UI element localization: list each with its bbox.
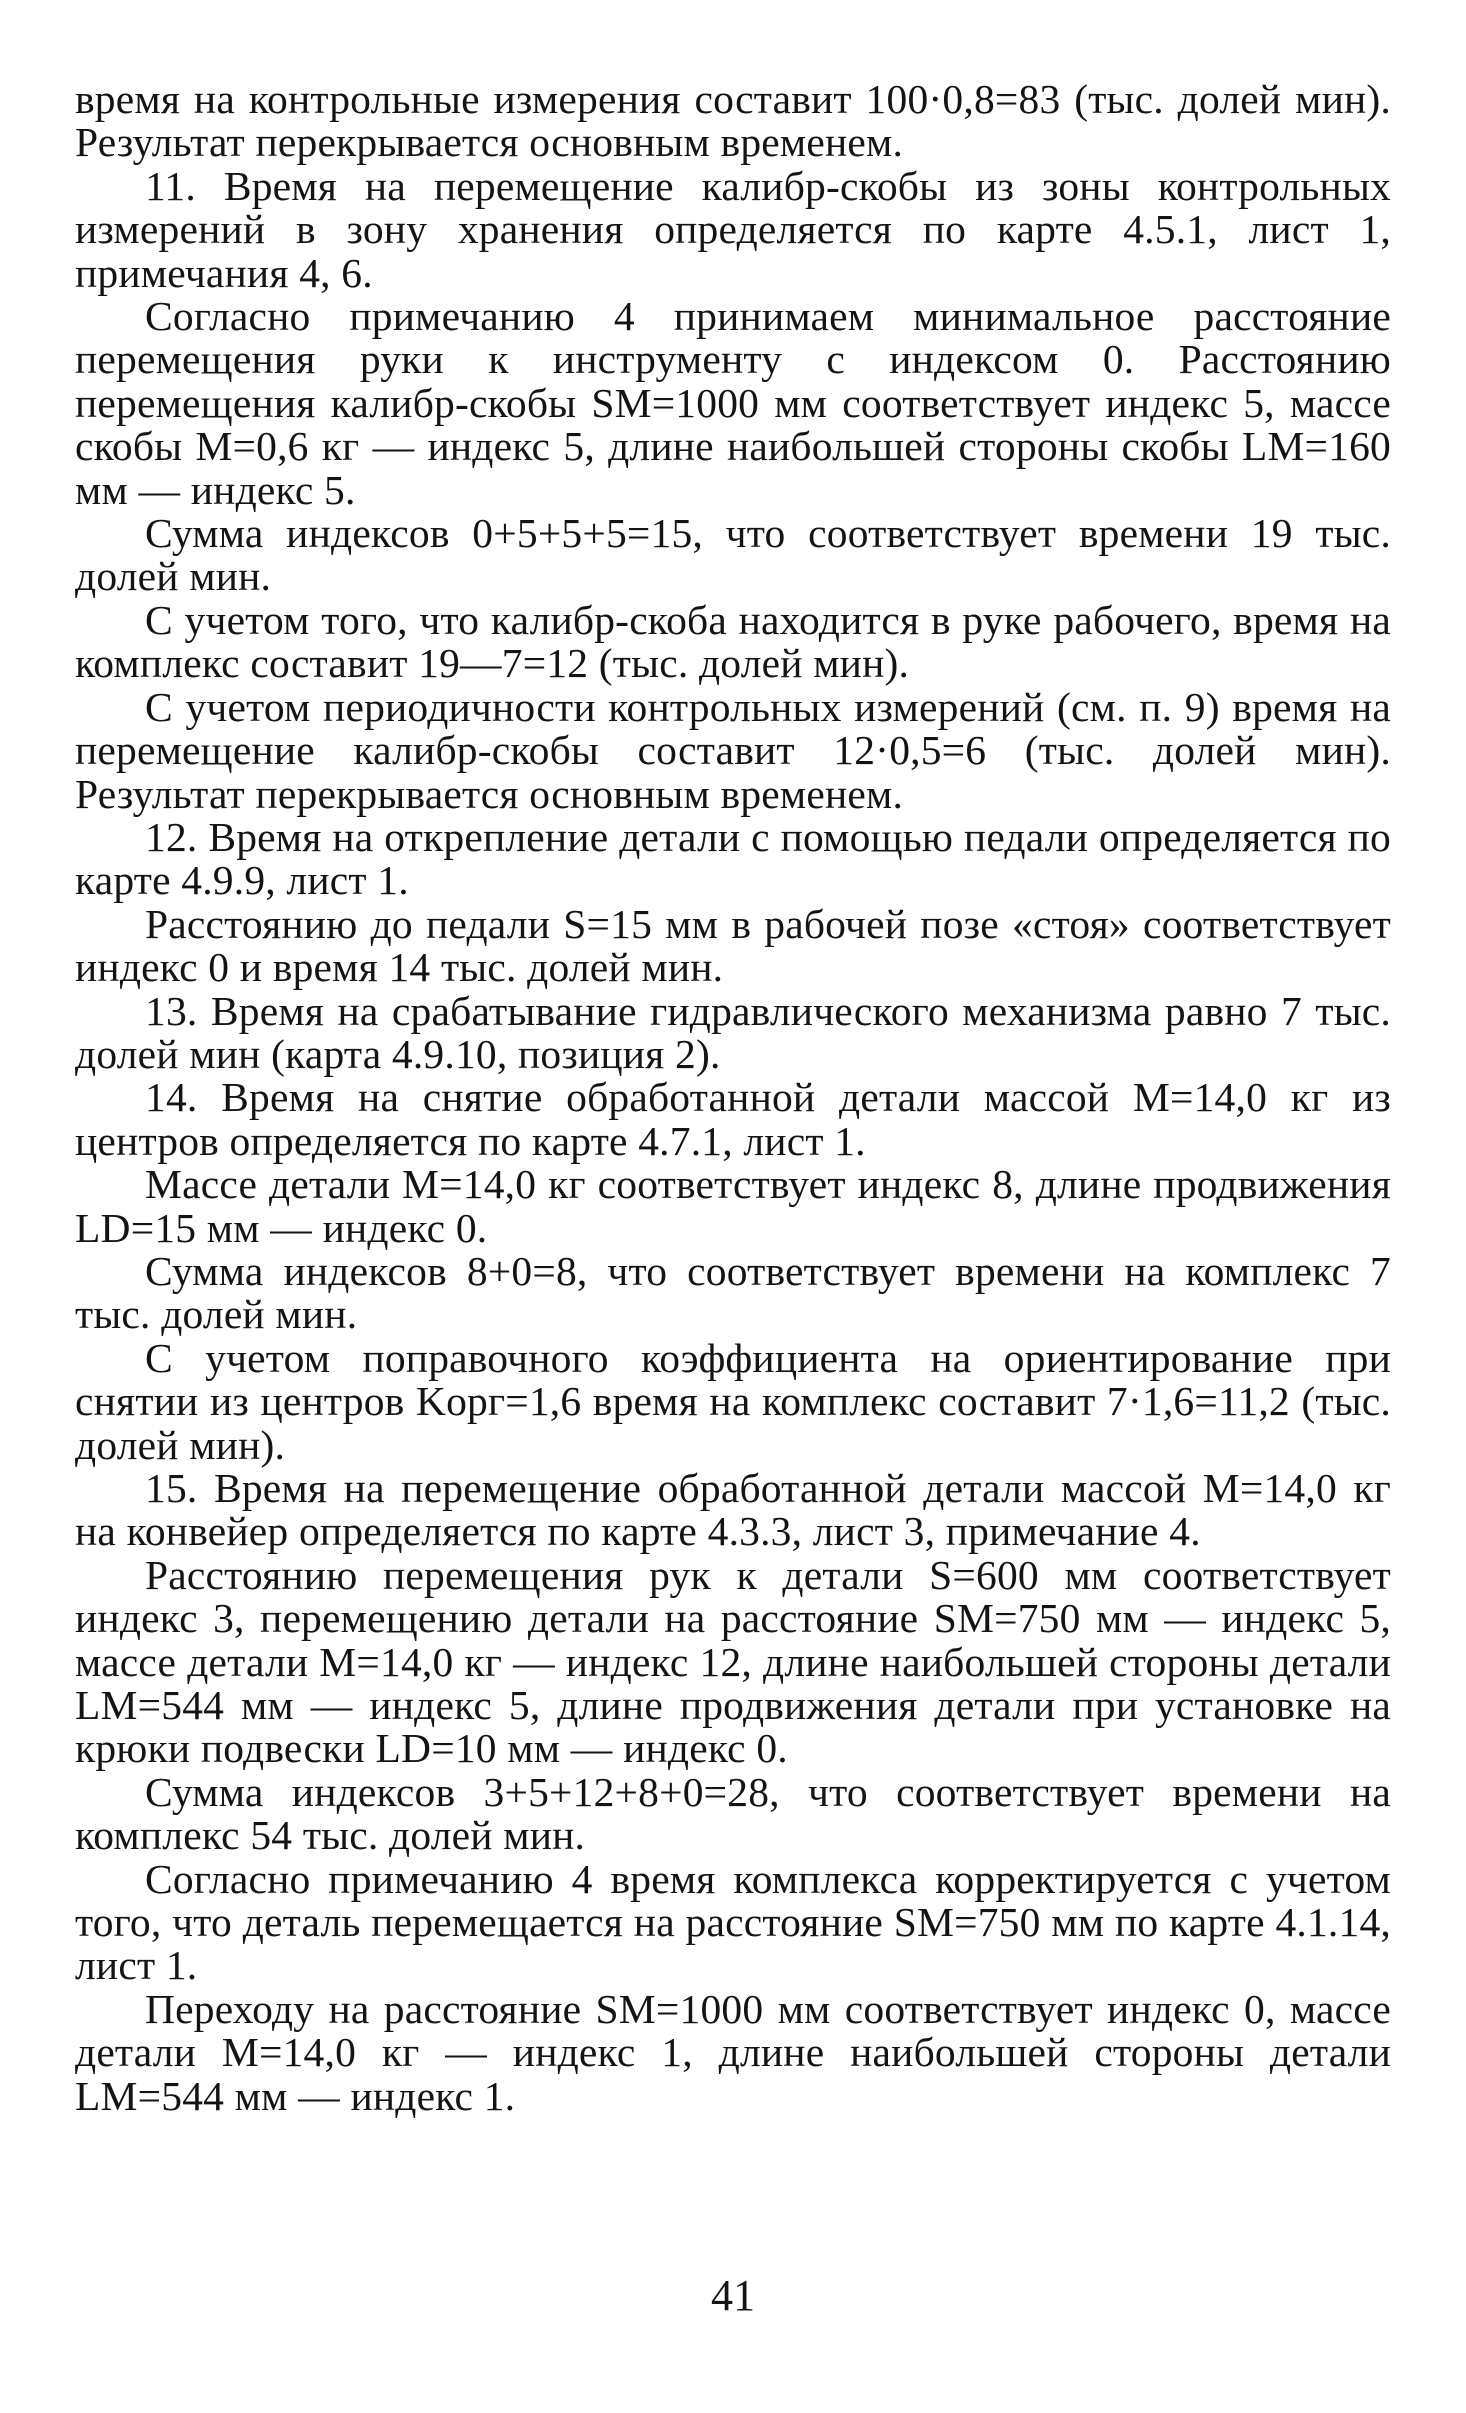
paragraph: Согласно примечанию 4 время комплекса корректируется с учетом того, что деталь перемещается на расстояние SM=750 мм по карте 4.1.14, лист 1.: [75, 1855, 1391, 1989]
paragraph-continuation: время на контрольные измерения составит 100·0,8=83 (тыс. долей мин). Результат перекрывается основным временем.: [75, 76, 1391, 166]
paragraph-item-12: 12. Время на открепление детали с помощью педали определяется по карте 4.9.9, лист 1.: [75, 813, 1391, 904]
paragraph: Сумма индексов 3+5+12+8+0=28, что соответствует времени на комплекс 54 тыс. долей мин.: [75, 1768, 1391, 1859]
paragraph: Согласно примечанию 4 принимаем минимальное расстояние перемещения руки к инструменту с индексом 0. Расстоянию перемещения калибр-скобы SM=1000 мм соответствует индекс 5, массе скобы M=0,6 кг — индекс 5, длине наибольшей стороны скобы LM=160 мм — индекс 5.: [75, 293, 1391, 513]
paragraph-item-14: 14. Время на снятие обработанной детали массой M=14,0 кг из центров определяется по карте 4.7.1, лист 1.: [75, 1074, 1391, 1164]
paragraph-item-15: 15. Время на перемещение обработанной детали массой M=14,0 кг на конвейер определяется по карте 4.3.3, лист 3, примечание 4.: [75, 1465, 1391, 1555]
paragraph: С учетом того, что калибр-скоба находится в руке рабочего, время на комплекс составит 19—7=12 (тыс. долей мин).: [75, 596, 1391, 687]
paragraph: Сумма индексов 8+0=8, что соответствует времени на комплекс 7 тыс. долей мин.: [75, 1247, 1391, 1338]
paragraph-item-11: 11. Время на перемещение калибр-скобы из зоны контрольных измерений в зону хранения определяется по карте 4.5.1, лист 1, примечания 4, 6.: [75, 162, 1391, 296]
paragraph: Расстоянию до педали S=15 мм в рабочей позе «стоя» соответствует индекс 0 и время 14 тыс. долей мин.: [75, 900, 1391, 991]
paragraph: Расстоянию перемещения рук к детали S=600 мм соответствует индекс 3, перемещению детали на расстояние SM=750 мм — индекс 5, массе детали M=14,0 кг — индекс 12, длине наибольшей стороны детали LM=544 мм — индекс 5, длине продвижения детали при установке на крюки подвески LD=10 мм — индекс 0.: [75, 1551, 1391, 1772]
paragraph: Массе детали M=14,0 кг соответствует индекс 8, длине продвижения LD=15 мм — индекс 0.: [75, 1161, 1391, 1251]
paragraph-item-13: 13. Время на срабатывание гидравлического механизма равно 7 тыс. долей мин (карта 4.9.10, позиция 2).: [75, 987, 1391, 1077]
paragraph: С учетом периодичности контрольных измерений (см. п. 9) время на перемещение калибр-скобы составит 12·0,5=6 (тыс. долей мин). Результат перекрывается основным временем.: [75, 683, 1391, 817]
paragraph: Сумма индексов 0+5+5+5=15, что соответствует времени 19 тыс. долей мин.: [75, 510, 1391, 600]
paragraph: Переходу на расстояние SM=1000 мм соответствует индекс 0, массе детали M=14,0 кг — индекс 1, длине наибольшей стороны детали LM=544 мм — индекс 1.: [75, 1985, 1391, 2119]
page-number: 41: [711, 2271, 755, 2320]
paragraph: С учетом поправочного коэффициента на ориентирование при снятии из центров Kорг=1,6 время на комплекс составит 7·1,6=11,2 (тыс. долей мин).: [75, 1334, 1391, 1468]
document-page: [75, 78, 1391, 2118]
